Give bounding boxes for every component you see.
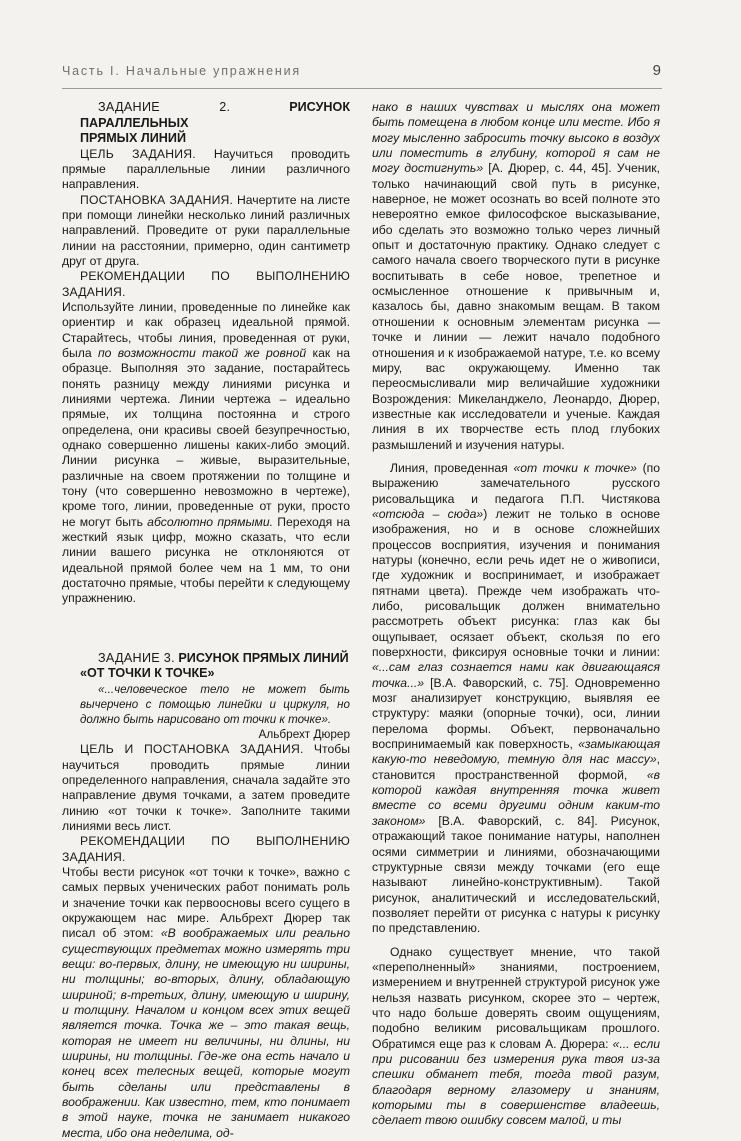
right-para-1 xyxy=(372,100,660,453)
task2-rec-a-italic: по возможности такой же ровной xyxy=(97,345,307,360)
header-divider xyxy=(62,88,662,89)
task3-rec-a: Чтобы вести рисунок «от точки к точке», важно с самых первых ученических работ понимать роль и значение точки как первоосновы всего сущего в окружающем нас мире. Альбрехт Дюрер так писал об этом: xyxy=(62,864,350,941)
right-para-2 xyxy=(372,461,660,937)
right-p2-c-italic: «...сам глаз сознается нами как двигающаяся точка...» xyxy=(372,660,660,690)
task2-rec-label: РЕКОМЕНДАЦИИ ПО ВЫПОЛНЕНИЮ ЗАДАНИЯ. xyxy=(62,269,350,299)
right-p2-c: ) лежит не только в основе изображения, но и в основе сложнейших процессов восприятия, изучения и понимания натуры (конечно, если речь идет не о живописи, где художник и воспринимает, и изображает пятнами цвета). Прежде чем изображать что-либо, рисовальщик должен внимательно рассмотреть объект рисунка: глаз как бы ощупывает, осязает объект, скользя по его поверхности, фиксируя основные точки и линии: xyxy=(372,506,660,660)
task3-rec-quote: «В воображаемых или реально существующих предметах можно измерять три вещи: во-первых, длину, не имеющую ни ширины, ни толщины; во-вторых, длину, обладающую шириной; в-третьих, длину, имеющую и ширину, и толщину. Началом и концом всех этих вещей является точка. Точка же – это такая вещь, которая не имеет ни величины, ни длины, ни ширины, ни толщины. Где-же она есть начало и конец всех телесных вещей, которые могут быть сделаны или представлены в воображении. Как известно, тем, кто понимает в этой науке, точка не занимает никакого места, ибо она неделима, од- xyxy=(62,926,350,1140)
task2-goal-label: ЦЕЛЬ ЗАДАНИЯ. xyxy=(80,146,196,161)
right-p1-italic: нако в наших чувствах и мыслях она может быть помещена в любом конце или месте. Ибо я могу мысленно забросить точку высоко в воздух или поместить в глубину, которой я сам не могу достигнуть» xyxy=(372,100,660,176)
task3-title-line1: РИСУНОК ПРЯМЫХ ЛИНИЙ xyxy=(178,650,349,665)
task3-title-line2: «ОТ ТОЧКИ К ТОЧКЕ» xyxy=(80,666,215,681)
task2-heading xyxy=(62,100,350,147)
task2-setup-text: Начертите на листе при помощи линейки несколько линий различных направлений. Проведите от руки параллельные линии на расстоянии, примерно, один сантиметр друг от друга. xyxy=(62,192,350,268)
page-number: 9 xyxy=(652,62,661,79)
right-para-3 xyxy=(372,945,660,1129)
right-p2-e: , становится пространственной формой, xyxy=(372,752,660,782)
right-p2-f: [В.А. Фаворский, с. 84]. Рисунок, отражающий такое понимание натуры, наполнен осями симметрии и линиями, обозначающими структурные связи между точками (его еще называют линейно-конструктивным). Такой рисунок, аналитический и исследовательский, позволяет перейти от рисунка с натуры к рисунку по представлению. xyxy=(372,813,660,936)
left-column xyxy=(62,100,350,1141)
task2-rec-a: Используйте линии, проведенные по линейке как ориентир и как образец идеальной прямой. Старайтесь, чтобы линия, проведенная от руки, была xyxy=(62,299,350,360)
right-p2-d-italic: «замыкающая какую-то неведомую, темную для нас массу» xyxy=(372,737,660,767)
task3-epigraph: «...человеческое тело не может быть вычерчено с помощью линейки и циркуля, но должно быть нарисовано от точки к точке». xyxy=(80,682,350,726)
task3-rec-body xyxy=(62,865,350,1141)
right-p2-a: Линия, проведенная xyxy=(390,460,508,475)
task3-goal-text: Чтобы научиться проводить прямые линии определенного направления, сначала задайте это направление двумя точками, а затем проведите линию «от точки к точке». Заполните такими линиями весь лист. xyxy=(62,742,351,833)
task2-title-line1: РИСУНОК ПАРАЛЛЕЛЬНЫХ xyxy=(80,100,351,130)
task3-heading xyxy=(62,651,350,682)
task3-epigraph-author: Альбрехт Дюрер xyxy=(258,726,350,741)
task2-rec-c: Переходя на жесткий язык цифр, можно сказать, что если линии вашего рисунка не отклоняются от идеальной прямой более чем на 1 мм, то они достаточно прямые, чтобы перейти к следующему упражнению. xyxy=(62,514,351,606)
task3-number: ЗАДАНИЕ 3. xyxy=(98,650,175,665)
right-p3-a: Однако существует мнение, что такой «переполненный» знаниями, построением, измерением и внутренней структурой рисунок уже нельзя назвать рисунком, скорее это – чертеж, что надо больше доверять своим ощущениям, подобно великим рисовальщикам прошлого. Обратимся еще раз к словам А. Дюрера: xyxy=(372,944,660,1051)
task3-rec-label-para xyxy=(62,834,350,865)
task2-rec-label-para xyxy=(62,269,350,300)
right-p2-b: (по выражению замечательного русского рисовальщика и педагога П.П. Чистякова xyxy=(372,460,661,506)
task2-goal-text: Научиться проводить прямые параллельные линии различного направления. xyxy=(62,146,351,192)
right-p2-e-italic: «в которой каждая внутренняя точка живет вместе со всеми другими одним каким-то законом» xyxy=(372,767,660,828)
right-p2-a-italic: «от точки к точке» xyxy=(513,460,637,475)
right-p2-b-italic: «отсюда – сюда» xyxy=(372,506,484,521)
task2-rec-body xyxy=(62,300,350,607)
running-head: Часть I. Начальные упражнения xyxy=(62,64,301,78)
task3-goal xyxy=(62,742,350,834)
right-p1-text: [А. Дюрер, с. 44, 45]. Ученик, только начинающий свой путь в рисунке, наверное, не может осознать во всей полноте это невероятно емкое философское высказывание, ибо сделать это возможно только через личный опыт и достаточную практику. Однако следует с самого начала своего творческого пути в рисунке воспитывать в себе новое, трепетное и осмысленное отношение к привычным и, казалось бы, давно знакомым вещам. В таком отношении к основным элементам рисунка — точке и линии — лежит начало подобного отношения и к изображаемой натуре, т.е. ко всему миру, вас окружающему. Именно так переосмысливали мир величайшие художники Возрождения: Микеланджело, Леонардо, Дюрер, известные как исследователи и ученые. Каждая линия в их творчестве есть плод глубоких размышлений и изучения натуры. xyxy=(372,161,660,452)
task2-title-line2: ПРЯМЫХ ЛИНИЙ xyxy=(80,131,186,145)
task2-setup-label: ПОСТАНОВКА ЗАДАНИЯ. xyxy=(80,192,234,207)
task3-rec-label: РЕКОМЕНДАЦИИ ПО ВЫПОЛНЕНИЮ ЗАДАНИЯ. xyxy=(62,834,350,864)
right-column xyxy=(372,100,660,1129)
task2-goal xyxy=(62,147,350,193)
task2-setup xyxy=(62,193,350,270)
task3-goal-label: ЦЕЛЬ И ПОСТАНОВКА ЗАДАНИЯ. xyxy=(80,742,304,757)
task2-rec-b-italic: абсолютно прямыми. xyxy=(147,514,274,529)
task2-rec-b: как на образце. Выполняя это задание, постарайтесь понять разницу между линиями рисунка и линиями чертежа. Линии чертежа – идеально прямые, их толщина постоянна и строго определена, они красивы своей безупречностью, однако совершенно лишены каких-либо эмоций. Линии рисунка – живые, выразительные, различные на своем протяжении по толщине и тону (что совершенно невозможно в чертеже), кроме того, линии, проведенные от руки, просто не могут быть xyxy=(62,345,350,529)
right-p3-a-italic: «... если при рисовании без измерения рука твоя из-за спешки обманет тебя, тогда твой разум, благодаря верному глазомеру и знаниям, которыми ты в совершенстве владеешь, сделает твою ошибку совсем малой, и ты xyxy=(372,1036,660,1128)
task2-number: ЗАДАНИЕ 2. xyxy=(98,100,231,114)
right-p2-d: [В.А. Фаворский, с. 75]. Одновременно мозг анализирует конструкцию, выявляя ее структуру: маяки (опорные точки), оси, линии перелома формы. Объект, первоначально воспринимаемый как поверхность, xyxy=(372,675,660,752)
